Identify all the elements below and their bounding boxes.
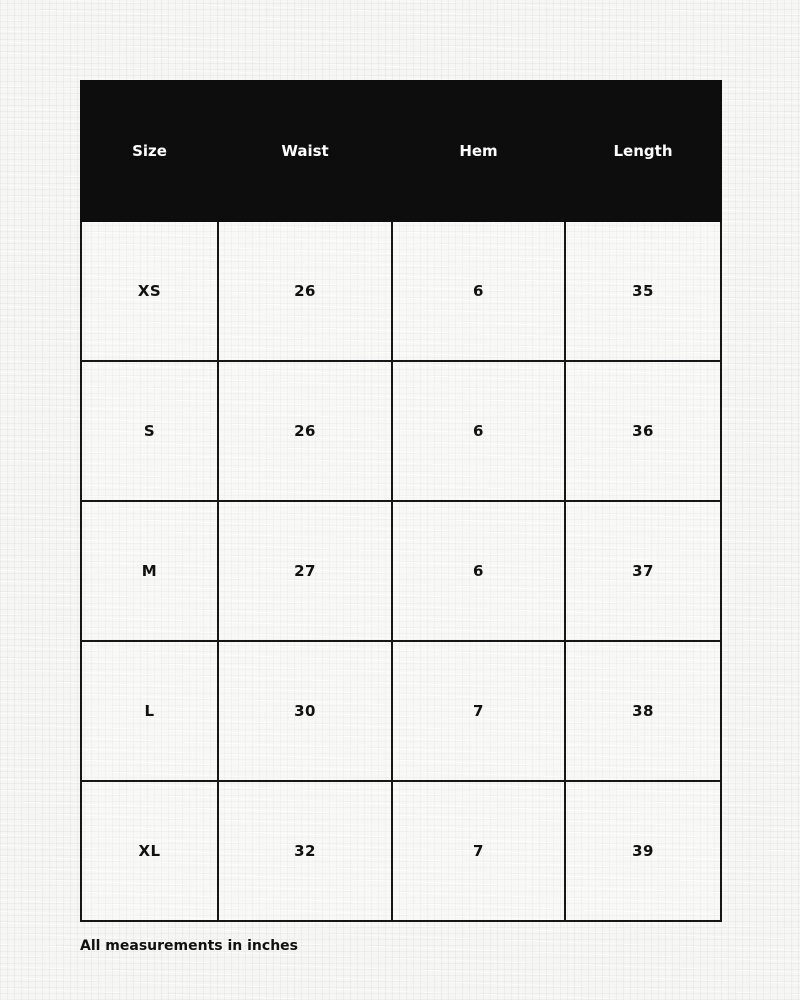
cell-waist: 30 <box>218 641 392 781</box>
table-row <box>81 221 721 361</box>
cell-waist: 32 <box>218 781 392 921</box>
header-row <box>81 81 721 221</box>
table-row <box>81 361 721 501</box>
table-row <box>81 501 721 641</box>
table-body <box>81 221 721 921</box>
cell-length: 37 <box>565 501 721 641</box>
cell-size: XS <box>81 221 218 361</box>
cell-size: M <box>81 501 218 641</box>
cell-waist: 27 <box>218 501 392 641</box>
cell-size: S <box>81 361 218 501</box>
table-row <box>81 781 721 921</box>
cell-length: 38 <box>565 641 721 781</box>
header-length: Length <box>565 81 721 221</box>
size-chart-table <box>80 80 722 922</box>
cell-length: 36 <box>565 361 721 501</box>
cell-hem: 7 <box>392 781 565 921</box>
header-size: Size <box>81 81 218 221</box>
table-row <box>81 641 721 781</box>
table-header <box>81 81 721 221</box>
header-waist: Waist <box>218 81 392 221</box>
cell-waist: 26 <box>218 221 392 361</box>
header-hem: Hem <box>392 81 565 221</box>
cell-hem: 7 <box>392 641 565 781</box>
cell-hem: 6 <box>392 361 565 501</box>
cell-length: 35 <box>565 221 721 361</box>
cell-hem: 6 <box>392 501 565 641</box>
cell-size: L <box>81 641 218 781</box>
measurement-footnote: All measurements in inches <box>80 938 298 954</box>
cell-length: 39 <box>565 781 721 921</box>
cell-size: XL <box>81 781 218 921</box>
cell-waist: 26 <box>218 361 392 501</box>
cell-hem: 6 <box>392 221 565 361</box>
